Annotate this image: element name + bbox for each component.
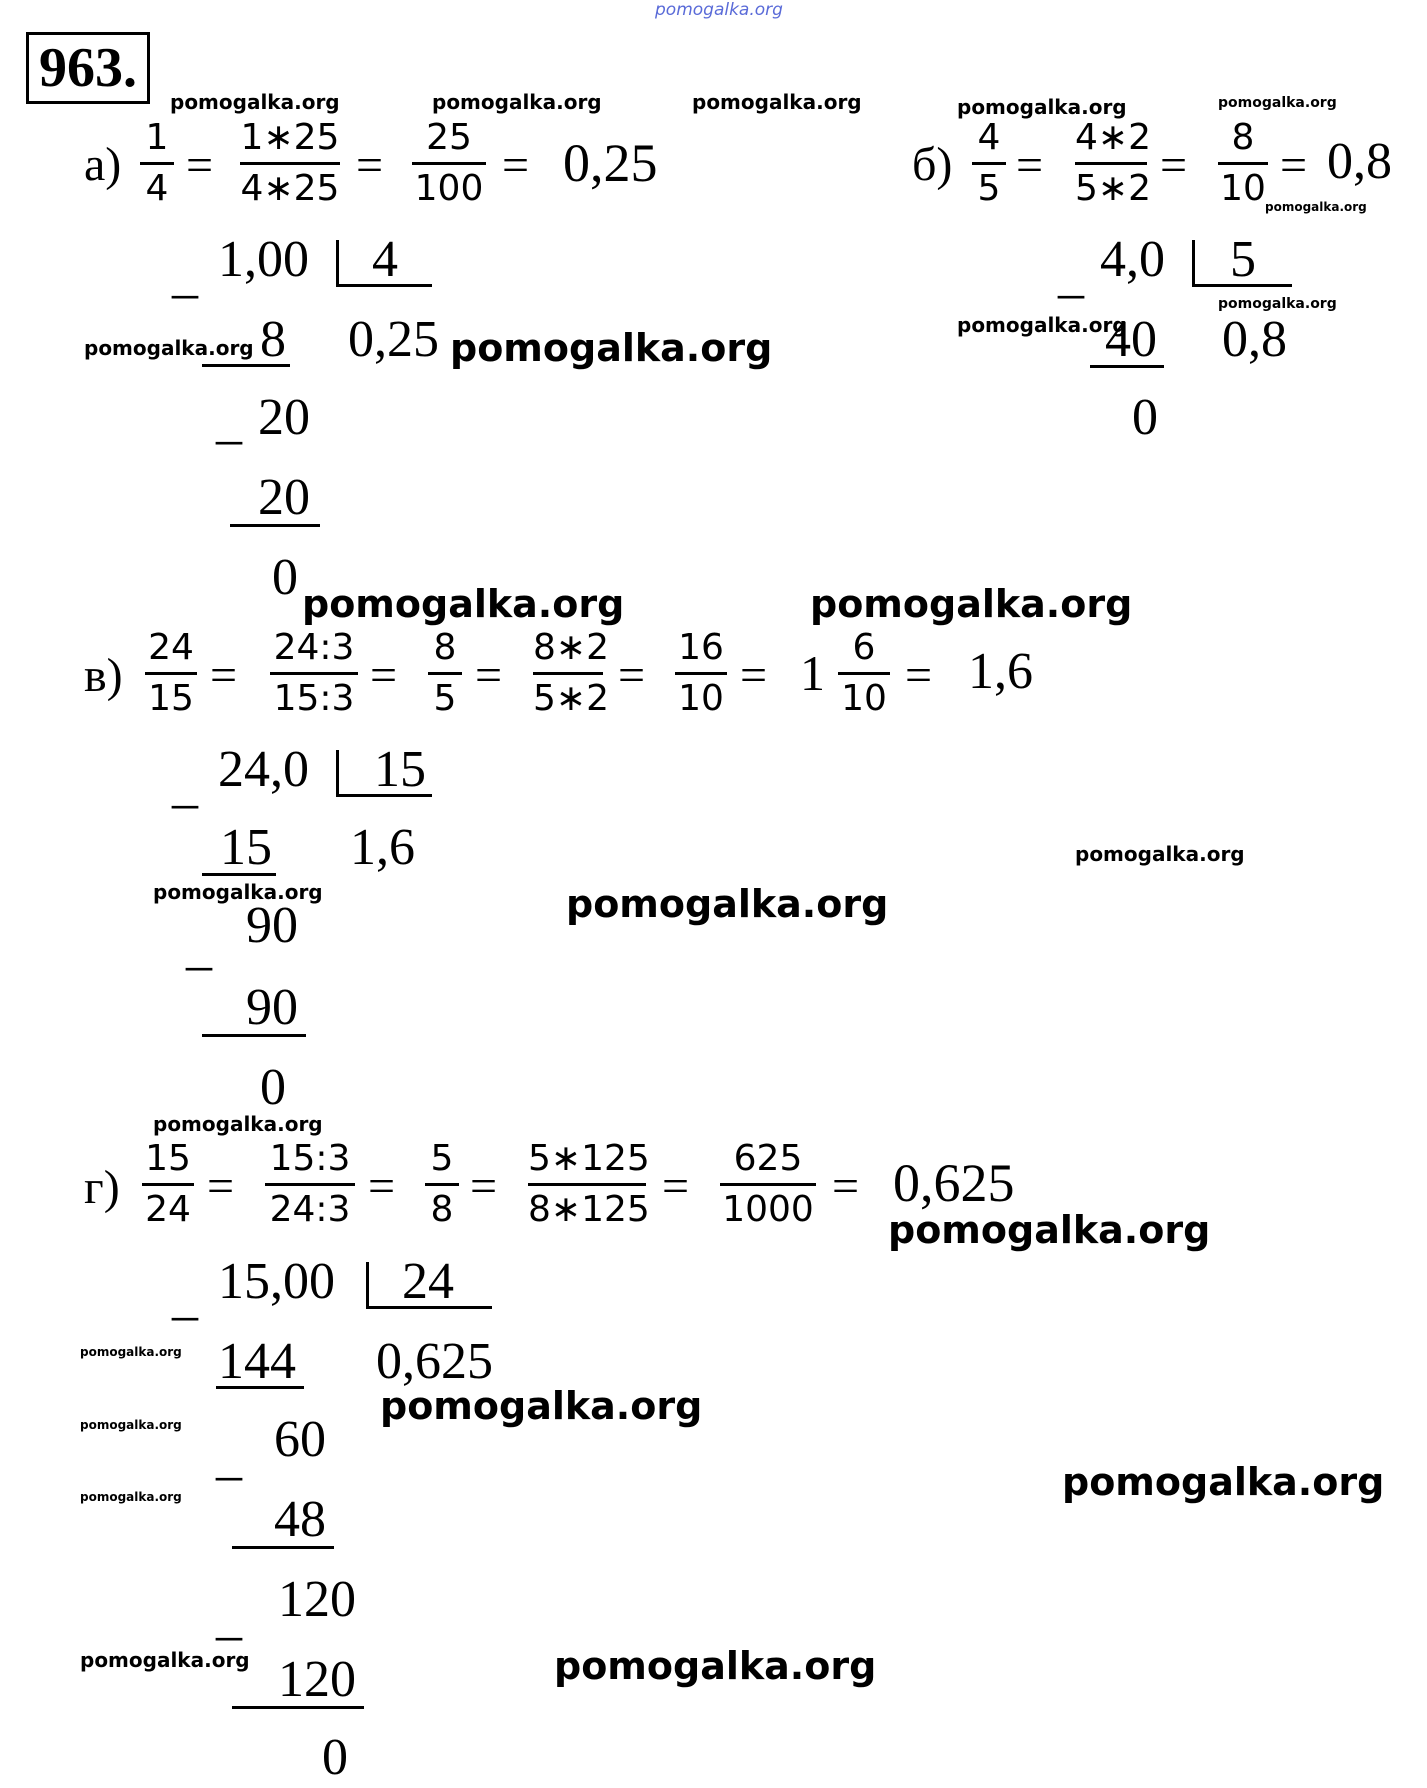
watermark: pomogalka.org (80, 1490, 182, 1504)
part-g-step-4: 120 (278, 1571, 356, 1628)
part-a-quotient: 0,25 (348, 311, 439, 368)
equals-sign: = (186, 139, 214, 192)
watermark: pomogalka.org (810, 582, 1133, 626)
watermark: pomogalka.org (153, 880, 323, 904)
equals-sign: = (370, 649, 398, 702)
minus-sign: _ (172, 757, 198, 814)
equals-sign: = (502, 139, 530, 192)
problem-number: 963. (26, 32, 150, 104)
minus-sign: _ (216, 1429, 242, 1486)
part-b-result: 0,8 (1327, 133, 1392, 190)
part-a-fraction-2: 1∗25 4∗25 (240, 117, 340, 209)
part-v-fraction-5: 16 10 (675, 630, 727, 717)
part-v-fraction-6: 6 10 (838, 630, 890, 717)
watermark: pomogalka.org (554, 1644, 877, 1688)
part-v-fraction-2: 24:3 15:3 (270, 630, 358, 717)
part-v-fraction-1: 24 15 (145, 630, 197, 717)
part-g-divisor: 24 (402, 1253, 454, 1310)
part-v-divisor: 15 (374, 741, 426, 798)
part-a-divisor: 4 (372, 231, 398, 288)
watermark: pomogalka.org (888, 1208, 1211, 1252)
part-g-label: г) (84, 1161, 120, 1214)
part-b-label: б) (912, 138, 953, 191)
watermark: pomogalka.org (957, 95, 1127, 119)
watermark: pomogalka.org (1218, 95, 1337, 111)
part-a-step-3: 20 (258, 469, 310, 526)
part-g-step-2: 60 (274, 1411, 326, 1468)
equals-sign: = (740, 649, 768, 702)
part-a-step-2: 20 (258, 389, 310, 446)
watermark: pomogalka.org (432, 90, 602, 114)
part-v-quotient: 1,6 (350, 819, 415, 876)
part-b-divisor: 5 (1230, 231, 1256, 288)
part-v-fraction-4: 8∗2 5∗2 (533, 627, 609, 719)
equals-sign: = (1016, 139, 1044, 192)
equals-sign: = (210, 649, 238, 702)
part-b-fraction-3: 8 10 (1218, 120, 1268, 207)
part-a-fraction-1: 1 4 (140, 120, 174, 207)
equals-sign: = (618, 649, 646, 702)
part-b-step-2: 0 (1132, 389, 1158, 446)
equals-sign: = (207, 1160, 235, 1213)
watermark: pomogalka.org (1062, 1460, 1385, 1504)
part-a-result: 0,25 (563, 133, 658, 193)
watermark: pomogalka.org (1265, 200, 1367, 214)
watermark: pomogalka.org (84, 336, 254, 360)
part-b-quotient: 0,8 (1222, 311, 1287, 368)
watermark: pomogalka.org (1075, 842, 1245, 866)
part-g-result: 0,625 (893, 1153, 1015, 1213)
part-v-step-2: 90 (246, 897, 298, 954)
equals-sign: = (832, 1160, 860, 1213)
part-b-fraction-1: 4 5 (972, 120, 1006, 207)
watermark: pomogalka.org (302, 582, 625, 626)
watermark-top: pomogalka.org (655, 0, 783, 20)
part-v-result: 1,6 (968, 643, 1033, 700)
part-g-dividend: 15,00 (218, 1253, 335, 1310)
minus-sign: _ (1058, 247, 1084, 304)
part-g-fraction-3: 5 8 (425, 1141, 459, 1228)
part-g-fraction-4: 5∗125 8∗125 (528, 1138, 650, 1230)
equals-sign: = (475, 649, 503, 702)
part-v-step-4: 0 (260, 1059, 286, 1116)
part-v-dividend: 24,0 (218, 741, 309, 798)
equals-sign: = (905, 649, 933, 702)
minus-sign: _ (172, 247, 198, 304)
watermark: pomogalka.org (80, 1418, 182, 1432)
part-g-step-6: 0 (322, 1729, 348, 1786)
part-v-step-1: 15 (220, 819, 272, 876)
part-g-fraction-1: 15 24 (142, 1141, 194, 1228)
watermark: pomogalka.org (170, 90, 340, 114)
watermark: pomogalka.org (566, 882, 889, 926)
part-g-step-5: 120 (278, 1651, 356, 1708)
watermark: pomogalka.org (380, 1384, 703, 1428)
part-g-quotient: 0,625 (376, 1333, 493, 1390)
part-v-step-3: 90 (246, 979, 298, 1036)
minus-sign: _ (216, 393, 242, 450)
part-g-fraction-2: 15:3 24:3 (265, 1141, 355, 1228)
part-v-whole: 1 (800, 645, 825, 701)
equals-sign: = (470, 1160, 498, 1213)
equals-sign: = (1160, 139, 1188, 192)
equals-sign: = (368, 1160, 396, 1213)
part-b-dividend: 4,0 (1100, 231, 1165, 288)
part-g-step-1: 144 (218, 1333, 296, 1390)
watermark: pomogalka.org (80, 1345, 182, 1359)
watermark: pomogalka.org (153, 1112, 323, 1136)
watermark: pomogalka.org (450, 326, 773, 370)
part-a-step-4: 0 (272, 549, 298, 606)
part-v-fraction-3: 8 5 (428, 630, 462, 717)
watermark: pomogalka.org (1218, 296, 1337, 312)
part-b-step-1: 40 (1105, 311, 1157, 368)
watermark: pomogalka.org (692, 90, 862, 114)
watermark: pomogalka.org (80, 1648, 250, 1672)
part-v-label: в) (84, 649, 123, 702)
minus-sign: _ (172, 1269, 198, 1326)
equals-sign: = (1280, 139, 1308, 192)
equals-sign: = (662, 1160, 690, 1213)
part-b-fraction-2: 4∗2 5∗2 (1075, 117, 1151, 209)
minus-sign: _ (186, 919, 212, 976)
part-a-dividend: 1,00 (218, 231, 309, 288)
minus-sign: _ (216, 1589, 242, 1646)
equals-sign: = (356, 139, 384, 192)
watermark: pomogalka.org (957, 313, 1127, 337)
part-a-fraction-3: 25 100 (412, 120, 486, 207)
part-a-label: а) (84, 138, 122, 191)
part-g-step-3: 48 (274, 1491, 326, 1548)
part-g-fraction-5: 625 1000 (720, 1141, 816, 1228)
part-a-step-1: 8 (260, 311, 286, 368)
